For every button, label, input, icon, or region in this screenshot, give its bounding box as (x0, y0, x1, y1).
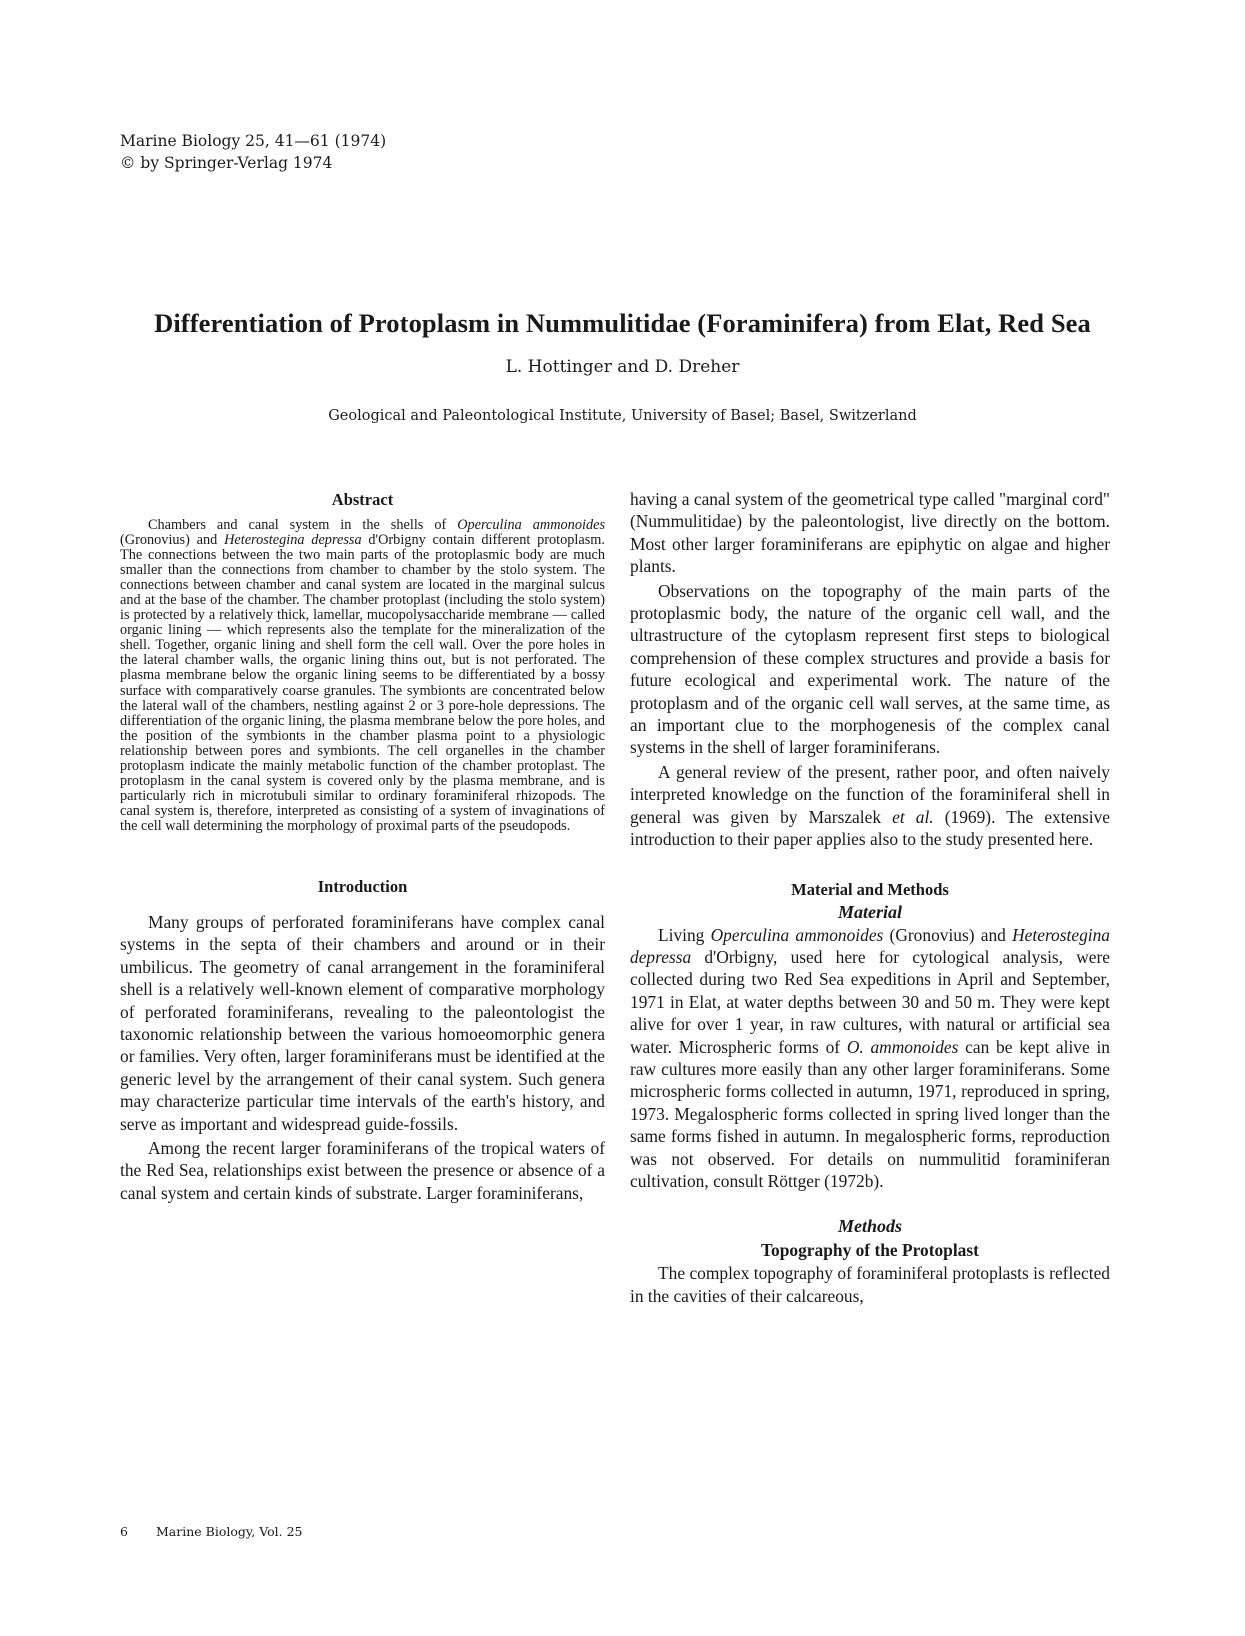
methods-subheading: Methods (837, 1216, 902, 1237)
left-column (120, 490, 605, 1204)
footer-journal: Marine Biology, Vol. 25 (155, 1524, 303, 1539)
copyright-notice: © by Springer-Verlag 1974 (120, 154, 333, 172)
introduction-paragraph-2: Among the recent larger foraminiferans of the tropical waters of the Red Sea, relationships exist between the presence or absence of a canal system and certain kinds of substrate. Larger foraminiferans, (120, 1138, 605, 1203)
affiliation: Geological and Paleontological Institute, University of Basel; Basel, Switzerland (328, 408, 917, 424)
introduction-paragraph-1: Many groups of perforated foraminiferans have complex canal systems in the septa of their chambers and around or in their umbilicus. The geometry of canal arrangement in the foraminiferal shell is a relatively well-known element of comparative morphology of perforated foraminiferans, revealing to the paleontologist the taxonomic relationship between the various homoeomorphic genera or families. Very often, larger foraminiferans must be identified at the generic level by the arrangement of their canal system. Such genera may characterize particular time intervals of the earth's history, and serve as important and widespread guide-fossils. (120, 911, 605, 1134)
abstract-text: Chambers and canal system in the shells of Operculina ammonoides (Gronovius) and Heterostegina depressa d'Orbigny contain different protoplasm. The connections between the two main parts of the protoplasmic body are much smaller than the connections from chamber to chamber by the stolo system. The connections between chamber and canal system are located in the marginal sulcus and at the base of the chamber. The chamber protoplast (including the stolo system) is protected by a relatively thick, lamellar, mucopolysaccharide membrane — called organic lining — which represents also the template for the mineralization of the shell. Together, organic lining and shell form the cell wall. Over the pore holes in the lateral chamber walls, the organic lining thins out, but is not perforated. The plasma membrane below the organic lining seems to be differentiated by a bossy surface with comparatively coarse granules. The symbionts are concentrated below the lateral wall of the chambers, nestling against 2 or 3 pore-hole depressions. The differentiation of the organic lining, the plasma membrane below the pore holes, and the position of the symbionts in the chamber plasma point to a physiologic relationship between pores and symbionts. The cell organelles in the chamber protoplasm indicate the mainly metabolic function of the chamber protoplast. The protoplasm in the canal system is covered only by the plasma membrane, and is particularly rich in microtubuli similar to ordinary foraminiferal rhizopods. The canal system is, therefore, interpreted as consisting of a system of invaginations of the cell wall determining the morphology of proximal parts of the pseudopods. (120, 517, 606, 834)
topography-subheading: Topography of the Protoplast (761, 1240, 979, 1261)
page-number: 6 (120, 1524, 128, 1539)
material-methods-heading: Material and Methods (791, 879, 949, 899)
introduction-paragraph-continued: having a canal system of the geometrical type called "marginal cord" (Nummulitidae) by the paleontologist, live directly on the bottom. Most other larger foraminiferans are epiphytic on algae and higher plants. (630, 489, 1110, 577)
page-footer (120, 1524, 302, 1539)
right-column (630, 488, 1110, 1307)
introduction-heading: Introduction (317, 876, 408, 896)
introduction-paragraph-4: A general review of the present, rather poor, and often naively interpreted knowledge on the function of the foraminiferal shell in general was given by Marszalek et al. (1969). The extensive introduction to their paper applies also to the study presented here. (630, 761, 1110, 850)
introduction-paragraph-3: Observations on the topography of the main parts of the protoplasmic body, the nature of the organic cell wall, and the ultrastructure of the cytoplasm represent first steps to biological comprehension of these complex structures and provide a basis for future ecological and experimental work. The nature of the protoplasm and of the organic cell wall serves, at the same time, as an important clue to the morphogenesis of the complex canal systems in the shell of larger foraminiferans. (630, 580, 1110, 758)
material-paragraph: Living Operculina ammonoides (Gronovius) and Heterostegina depressa d'Orbigny, used here for cytological analysis, were collected during two Red Sea expeditions in April and September, 1971 in Elat, at water depths between 30 and 50 m. They were kept alive for over 1 year, in raw cultures, with natural or artificial sea water. Microspheric forms of O. ammonoides can be kept alive in raw cultures more easily than any other larger foraminiferans. Some microspheric forms collected in autumn, 1971, reproduced in spring, 1973. Megalospheric forms collected in spring lived longer than the same forms fished in autumn. In megalospheric forms, reproduction was not observed. For details on nummulitid foraminiferan cultivation, consult Röttger (1972b). (630, 924, 1110, 1191)
methods-paragraph: The complex topography of foraminiferal protoplasts is reflected in the cavities of their calcareous, (630, 1263, 1110, 1306)
paper-title: Differentiation of Protoplasm in Nummulitidae (Foraminifera) from Elat, Red Sea (154, 307, 1091, 338)
journal-citation: Marine Biology 25, 41—61 (1974) (120, 132, 387, 150)
abstract-heading: Abstract (331, 490, 394, 509)
authors: L. Hottinger and D. Dreher (505, 357, 740, 377)
material-subheading: Material (837, 901, 902, 922)
